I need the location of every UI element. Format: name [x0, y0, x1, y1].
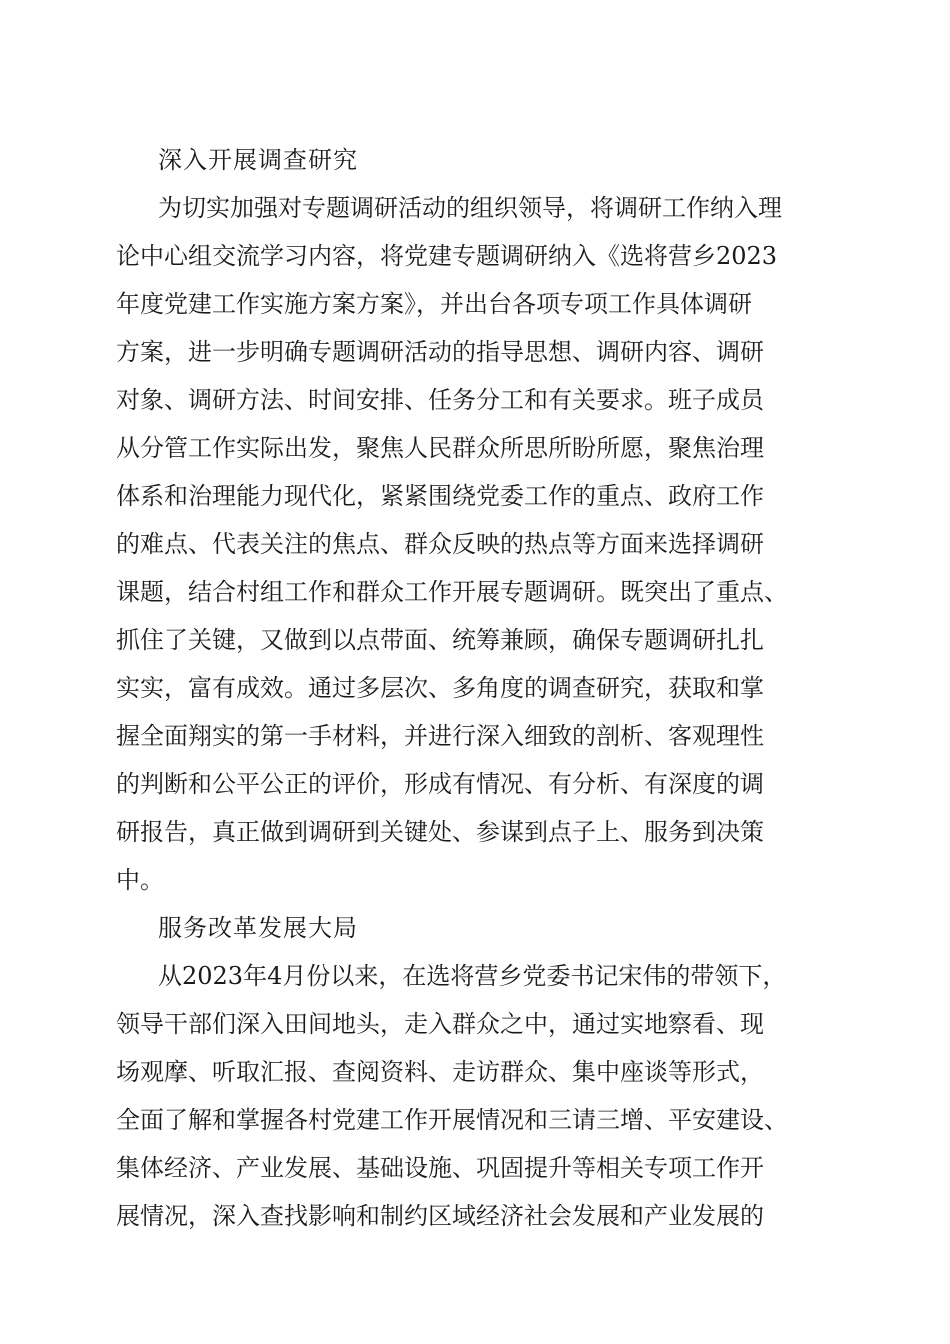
paragraph-line: 对象、调研方法、时间安排、任务分工和有关要求。班子成员	[116, 386, 764, 414]
paragraph-line: 抓住了关键，又做到以点带面、统筹兼顾，确保专题调研扎扎	[116, 626, 764, 654]
paragraph-line: 场观摩、听取汇报、查阅资料、走访群众、集中座谈等形式，	[116, 1058, 764, 1086]
paragraph-line: 的难点、代表关注的焦点、群众反映的热点等方面来选择调研	[116, 530, 764, 558]
paragraph-line: 论中心组交流学习内容，将党建专题调研纳入《选将营乡2023	[116, 242, 778, 270]
paragraph-line: 从分管工作实际出发，聚焦人民群众所思所盼所愿，聚焦治理	[116, 434, 764, 462]
paragraph-line: 为切实加强对专题调研活动的组织领导，将调研工作纳入理	[158, 194, 782, 222]
paragraph-line: 全面了解和掌握各村党建工作开展情况和三请三增、平安建设、	[116, 1106, 788, 1134]
paragraph-line: 领导干部们深入田间地头，走入群众之中，通过实地察看、现	[116, 1010, 764, 1038]
paragraph-line: 从2023年4月份以来，在选将营乡党委书记宋伟的带领下，	[158, 962, 787, 990]
paragraph-line: 方案，进一步明确专题调研活动的指导思想、调研内容、调研	[116, 338, 764, 366]
paragraph-line: 握全面翔实的第一手材料，并进行深入细致的剖析、客观理性	[116, 722, 764, 750]
paragraph-line: 研报告，真正做到调研到关键处、参谋到点子上、服务到决策	[116, 818, 764, 846]
paragraph-line: 的判断和公平公正的评价，形成有情况、有分析、有深度的调	[116, 770, 764, 798]
paragraph-line: 课题，结合村组工作和群众工作开展专题调研。既突出了重点、	[116, 578, 788, 606]
paragraph-line: 中。	[116, 866, 164, 894]
paragraph-line: 年度党建工作实施方案方案》，并出台各项专项工作具体调研	[116, 290, 752, 318]
paragraph-line: 实实，富有成效。通过多层次、多角度的调查研究，获取和掌	[116, 674, 764, 702]
paragraph-line: 集体经济、产业发展、基础设施、巩固提升等相关专项工作开	[116, 1154, 764, 1182]
section-heading: 服务改革发展大局	[158, 914, 358, 942]
section-heading: 深入开展调查研究	[158, 146, 358, 174]
document-body	[116, 136, 836, 1240]
paragraph-line: 体系和治理能力现代化，紧紧围绕党委工作的重点、政府工作	[116, 482, 764, 510]
paragraph-line: 展情况，深入查找影响和制约区域经济社会发展和产业发展的	[116, 1202, 764, 1230]
